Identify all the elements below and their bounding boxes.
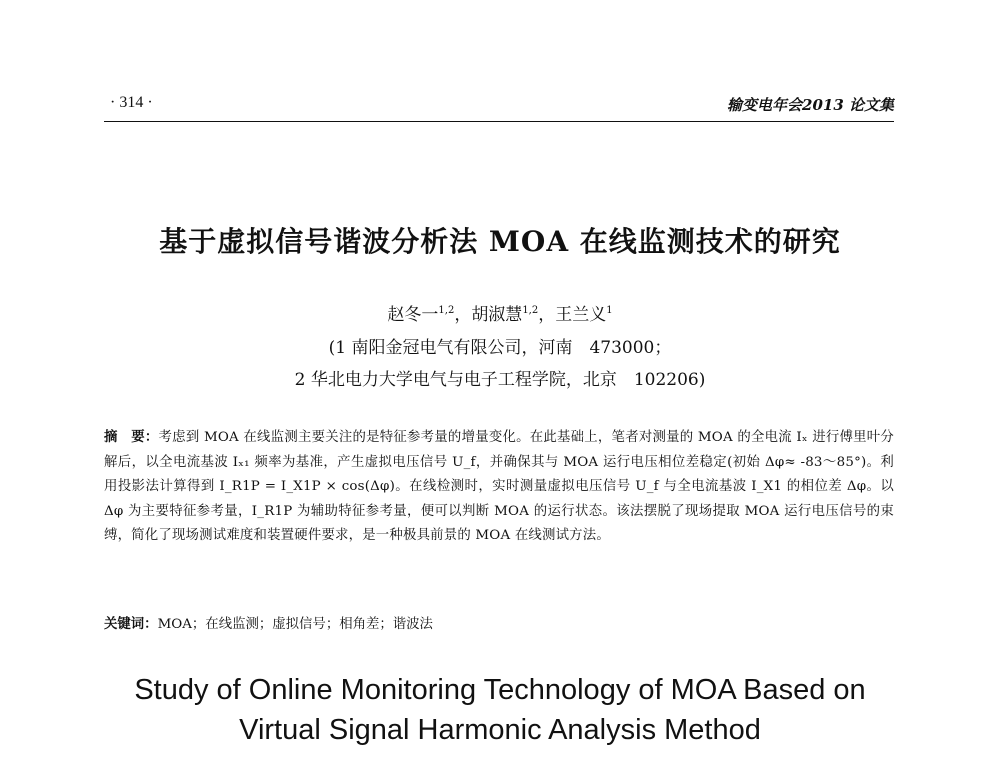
author-name: 胡淑慧 — [471, 305, 523, 325]
paper-title-chinese: 基于虚拟信号谐波分析法 MOA 在线监测技术的研究 — [159, 225, 841, 258]
keywords-text: MOA；在线监测；虚拟信号；相角差；谐波法 — [157, 617, 433, 632]
page-number: · 314 · — [110, 94, 153, 111]
header-rule — [104, 121, 894, 122]
affiliation-2: 2 华北电力大学电气与电子工程学院，北京 102206) — [294, 370, 706, 390]
author-separator: ， — [454, 305, 472, 325]
running-head — [104, 94, 894, 118]
journal-name: 输变电年会2013 论文集 — [727, 96, 894, 114]
author-affiliation-mark: 1,2 — [522, 305, 539, 316]
abstract — [104, 426, 894, 549]
author-affiliation-mark: 1,2 — [438, 305, 455, 316]
abstract-label: 摘 要： — [104, 430, 159, 445]
keywords — [104, 614, 894, 636]
paper-title-english-line-1: Study of Online Monitoring Technology of MOA Based on — [134, 674, 866, 706]
author-separator: ， — [538, 305, 556, 325]
keywords-label: 关键词： — [104, 617, 158, 632]
author-name: 赵冬一 — [387, 305, 439, 325]
author-name: 王兰义 — [555, 305, 607, 325]
abstract-text: 考虑到 MOA 在线监测主要关注的是特征参考量的增量变化。在此基础上，笔者对测量的 MOA 的全电流 Iₓ 进行傅里叶分解后，以全电流基波 Iₓ₁ 频率为基准，产生虚拟电压信号 U_f，并确保其与 MOA 运行电压相位差稳定(初始 Δφ≈ -83～85°)。利用投影法计算得到 I_R1P = I_X1P × cos(Δφ)。在线检测时，实时测量虚拟电压信号 U_f 与全电流基波 I_X1 的相位差 Δφ。以 Δφ 为主要特征参考量，I_R1P 为辅助特征参考量，便可以判断 MOA 的运行状态。该法摆脱了现场提取 MOA 运行电压信号的束缚，简化了现场测试难度和装置硬件要求，是一种极具前景的 MOA 在线测试方法。 — [104, 430, 894, 544]
affiliation-1: (1 南阳金冠电气有限公司，河南 473000； — [328, 338, 672, 358]
author-affiliation-mark: 1 — [606, 305, 613, 316]
author-list — [0, 300, 1000, 325]
paper-title-english-line-2: Virtual Signal Harmonic Analysis Method — [239, 714, 761, 746]
